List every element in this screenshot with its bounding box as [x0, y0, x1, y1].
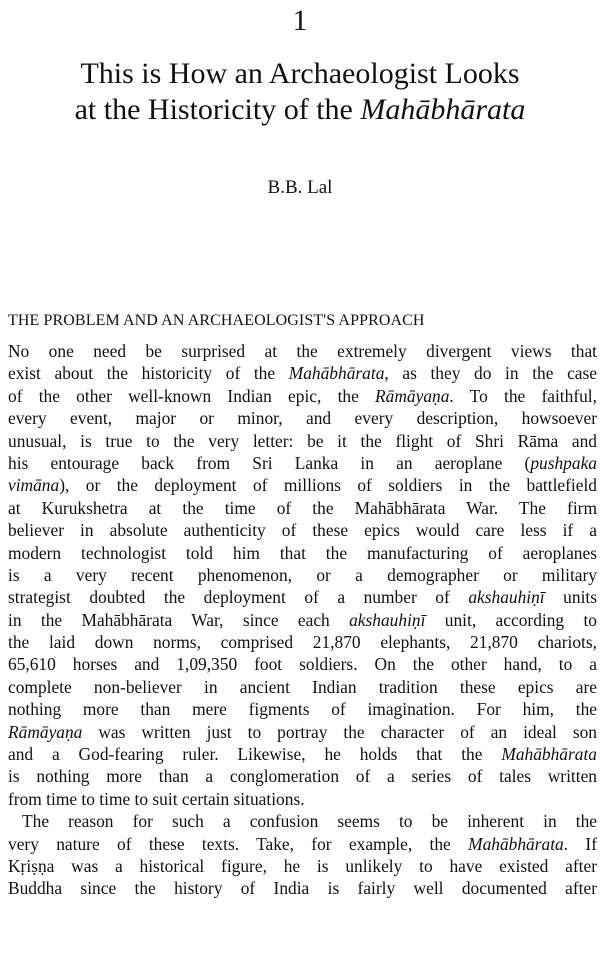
chapter-title — [10, 56, 590, 128]
text-segment: strategist doubted the deployment of a number of — [8, 587, 469, 608]
text-segment: at Kurukshetra at the time of the Mahābhārata War. The firm — [8, 497, 597, 518]
italic-term: Mahābhārata — [468, 833, 564, 854]
text-line — [8, 855, 597, 877]
text-line — [8, 721, 597, 743]
text-segment: in the Mahābhārata War, since each — [8, 609, 350, 630]
italic-term: Mahābhārata — [501, 744, 597, 765]
italic-term: Mahābhārata — [288, 363, 385, 384]
chapter-number: 1 — [292, 4, 308, 37]
text-segment: nothing more than mere figments of imagination. For him, the — [8, 699, 597, 720]
author-name: B.B. Lal — [267, 177, 333, 198]
italic-term: vimāna — [8, 475, 60, 496]
text-line — [8, 519, 597, 541]
section-heading: THE PROBLEM AND AN ARCHAEOLOGIST'S APPROACH — [8, 312, 425, 329]
text-segment: complete non-believer in ancient Indian tradition these epics are — [8, 676, 597, 697]
text-line — [8, 676, 597, 698]
italic-term: akshauhiṇī — [468, 587, 545, 608]
text-segment: Kṛiṣṇa was a historical figure, he is unlikely to have existed after — [8, 855, 597, 876]
text-segment: every event, major or minor, and every description, howsoever — [8, 408, 597, 429]
text-segment: from time to time to suit certain situations. — [8, 788, 305, 809]
text-line — [8, 833, 597, 855]
chapter-title-italic-mahabharata: Mahābhārata — [360, 93, 526, 126]
text-line — [8, 340, 597, 362]
text-line — [8, 877, 597, 899]
text-line — [8, 430, 597, 452]
chapter-title-line-1: This is How an Archaeologist Looks — [80, 57, 520, 90]
text-line — [8, 788, 597, 810]
text-line — [8, 407, 597, 429]
text-line — [8, 564, 597, 586]
text-segment: was written just to portray the character of an ideal son — [82, 721, 597, 742]
text-segment: No one need be surprised at the extremely divergent views that — [8, 341, 597, 361]
text-line — [8, 452, 597, 474]
italic-term: Rāmāyaṇa — [8, 721, 83, 742]
text-segment: exist about the historicity of the — [8, 363, 289, 384]
text-segment: is a very recent phenomenon, or a demographer or military — [8, 564, 597, 585]
text-segment: and a God-fearing ruler. Likewise, he holds that the — [8, 744, 502, 765]
italic-term: pushpaka — [530, 452, 597, 473]
text-line — [8, 653, 597, 675]
body-text — [8, 340, 597, 900]
chapter-title-line-2-text: at the Historicity of the — [74, 93, 361, 126]
text-line — [8, 497, 597, 519]
text-line — [8, 586, 597, 608]
text-segment: of the other well-known Indian epic, the — [8, 385, 376, 406]
text-segment: the laid down norms, comprised 21,870 elephants, 21,870 chariots, — [8, 632, 597, 653]
text-segment: is nothing more than a conglomeration of a series of tales written — [8, 766, 597, 787]
text-line — [8, 542, 597, 564]
text-line — [8, 743, 597, 765]
text-segment: unit, according to — [425, 609, 597, 630]
text-segment: his entourage back from Sri Lanka in an aeroplane ( — [8, 452, 531, 473]
text-segment: ), or the deployment of millions of soldiers in the battlefield — [59, 475, 597, 496]
text-segment: Buddha since the history of India is fairly well documented after — [8, 878, 597, 899]
text-segment: very nature of these texts. Take, for example, the — [8, 833, 469, 854]
text-segment: . If — [563, 833, 597, 854]
text-segment: . To the faithful, — [449, 385, 597, 406]
text-segment: modern technologist told him that the manufacturing of aeroplanes — [8, 542, 597, 563]
text-segment: units — [544, 587, 597, 608]
text-line — [8, 474, 597, 496]
text-segment: , as they do in the case — [384, 363, 597, 384]
text-line — [8, 609, 597, 631]
italic-term: Rāmāyaṇa — [375, 385, 450, 406]
text-segment: unusual, is true to the very letter: be it the flight of Shri Rāma and — [8, 430, 597, 451]
chapter-title-line-2 — [10, 92, 590, 128]
text-line — [8, 810, 597, 832]
text-segment: believer in absolute authenticity of these epics would care less if a — [8, 520, 597, 541]
text-line — [8, 362, 597, 384]
text-line — [8, 385, 597, 407]
text-segment: The reason for such a confusion seems to be inherent in the — [22, 811, 597, 832]
text-segment: 65,610 horses and 1,09,350 foot soldiers. On the other hand, to a — [8, 654, 597, 675]
italic-term: akshauhiṇī — [349, 609, 426, 630]
text-line — [8, 631, 597, 653]
text-line — [8, 698, 597, 720]
text-line — [8, 765, 597, 787]
